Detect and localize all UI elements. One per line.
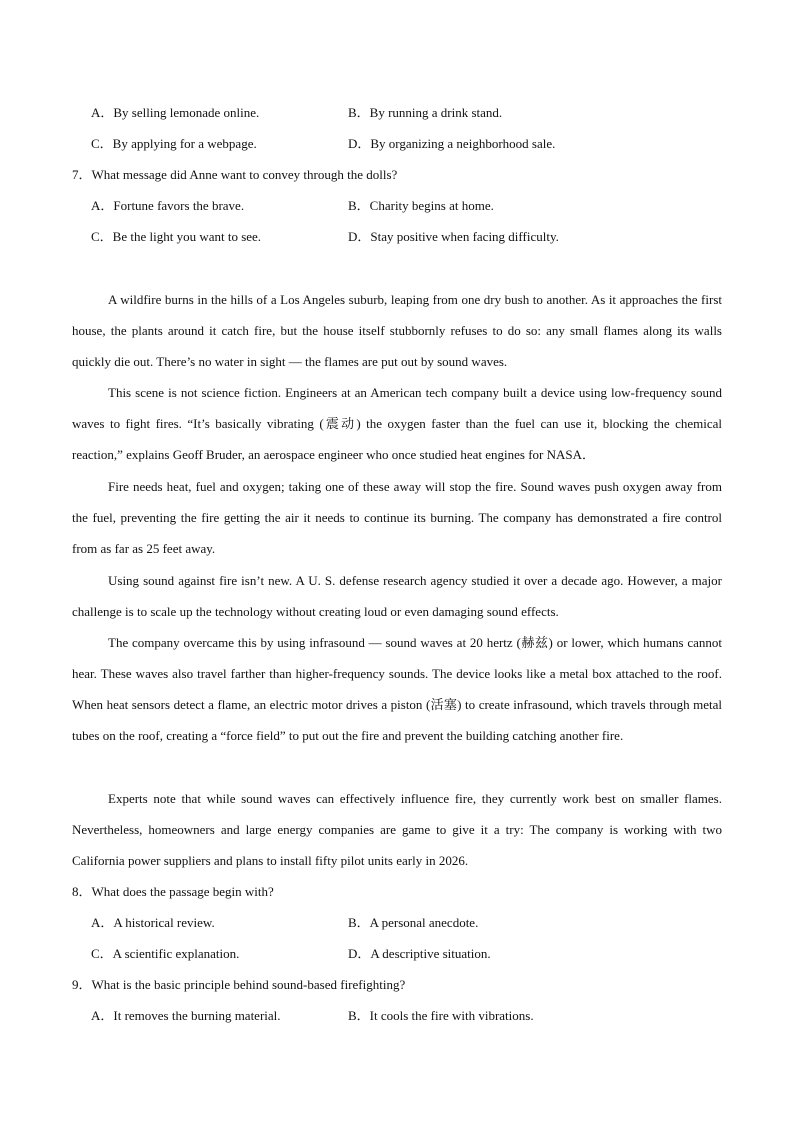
passage-paragraph-5: The company overcame this by using infrasound — sound waves at 20 hertz (赫兹) or lower, which humans cannot hear. These waves also travel farther than higher-frequency sounds. The device looks like a metal box attached to the roof. When heat sensors detect a flame, an electric motor drives a piston (活塞) to create infrasound, which travels through metal tubes on the roof, creating a “force field” to put out the fire and prevent the building catching another fire. [72,635,722,743]
q7-stem: 7．What message did Anne want to convey through the dolls? [72,167,398,182]
q6-option-a: A．By selling lemonade online. [91,105,260,120]
passage-paragraph-4: Using sound against fire isn’t new. A U. S. defense research agency studied it over a decade ago. However, a major challenge is to scale up the technology without creating loud or even damaging sound effects. [72,573,722,619]
q8-option-d: D．A descriptive situation. [348,946,491,961]
q6-option-c: C．By applying for a webpage. [91,136,257,151]
q7-option-a: A．Fortune favors the brave. [91,198,245,213]
passage-paragraph-6: Experts note that while sound waves can effectively influence fire, they currently work best on smaller flames. Nevertheless, homeowners and large energy companies are game to give it a try: The company is working with two California power suppliers and plans to install fifty pilot units early in 2026. [72,791,722,868]
passage-paragraph-2: This scene is not science fiction. Engineers at an American tech company built a device using low-frequency sound waves to fight fires. “It’s basically vibrating (震动) the oxygen faster than the fuel can use it, blocking the chemical reaction,” explains Geoff Bruder, an aerospace engineer who once studied heat engines for NASA． [72,385,722,462]
q9-option-b: B．It cools the fire with vibrations. [348,1008,534,1023]
passage-paragraph-1: A wildfire burns in the hills of a Los Angeles suburb, leaping from one dry bush to another. As it approaches the first house, the plants around it catch fire, but the house itself stubbornly refuses to do so: any small flames along its walls quickly die out. There’s no water in sight — the flames are put out by sound waves. [72,292,722,369]
q8-option-c: C．A scientific explanation. [91,946,240,961]
q8-stem: 8．What does the passage begin with? [72,884,274,899]
passage-paragraph-3: Fire needs heat, fuel and oxygen; taking one of these away will stop the fire. Sound waves push oxygen away from the fuel, preventing the fire getting the air it needs to continue its burning. The company has demonstrated a fire control from as far as 25 feet away. [72,479,722,556]
q6-option-d: D．By organizing a neighborhood sale. [348,136,556,151]
q7-option-d: D．Stay positive when facing difficulty. [348,229,559,244]
q9-option-a: A．It removes the burning material. [91,1008,281,1023]
q6-option-b: B．By running a drink stand. [348,105,503,120]
q8-option-a: A．A historical review. [91,915,215,930]
q9-stem: 9．What is the basic principle behind sound-based firefighting? [72,977,406,992]
q7-option-c: C．Be the light you want to see. [91,229,262,244]
q7-option-b: B．Charity begins at home. [348,198,494,213]
q8-option-b: B．A personal anecdote. [348,915,479,930]
